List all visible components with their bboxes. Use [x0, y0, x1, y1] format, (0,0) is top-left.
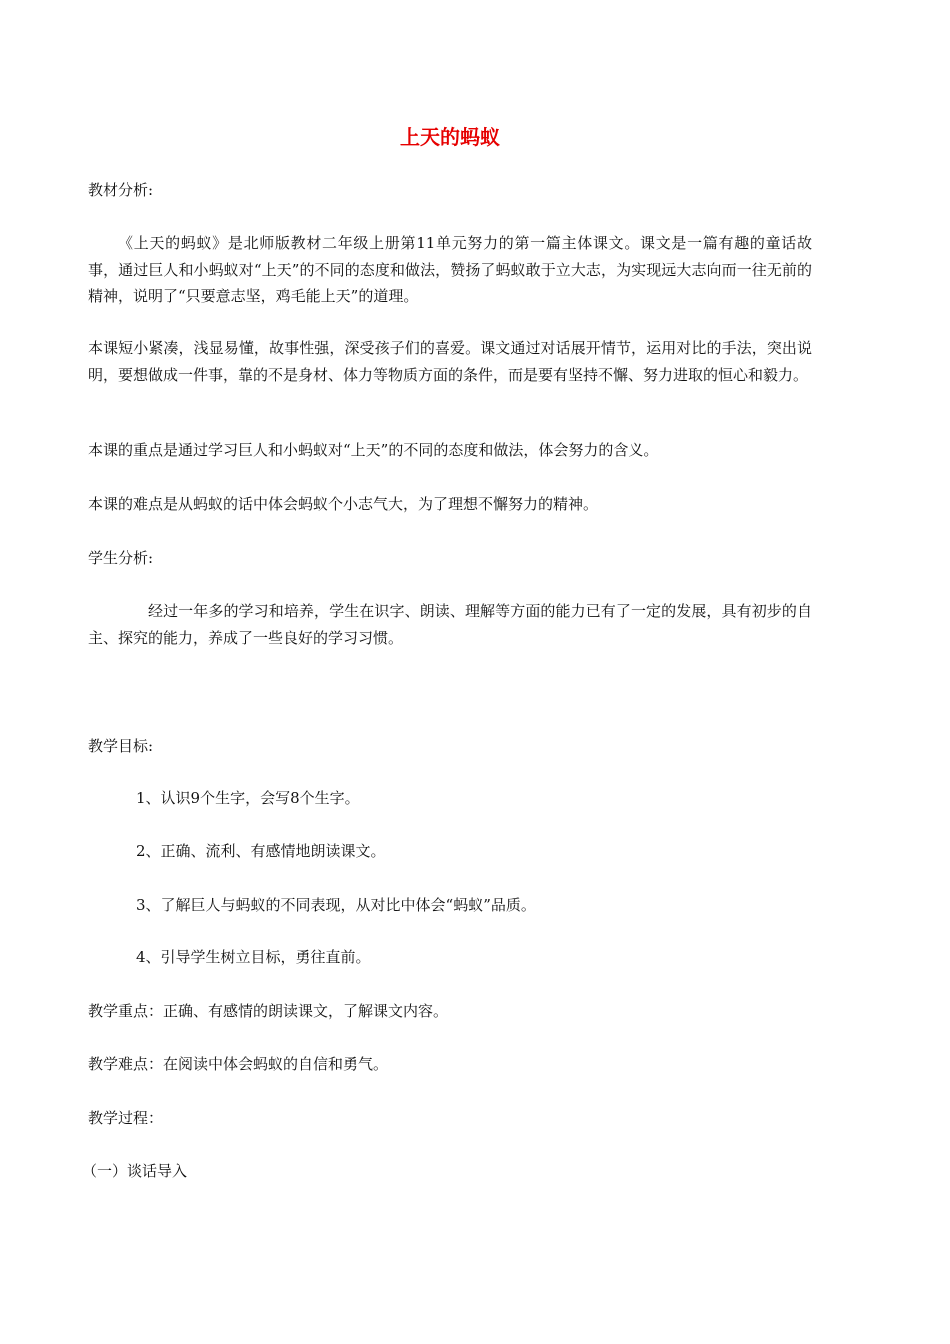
process-step-1: （一）谈话导入 — [82, 1162, 188, 1180]
goal-item-2: 2、正确、流利、有感情地朗读课文。 — [136, 842, 386, 860]
goal-item-3: 3、了解巨人与蚂蚁的不同表现，从对比中体会“蚂蚁”品质。 — [136, 896, 536, 914]
student-analysis-heading: 学生分析: — [88, 549, 154, 567]
student-paragraph-1: 经过一年多的学习和培养，学生在识字、朗读、理解等方面的能力已有了一定的发展，具有初步的自主、探究的能力，养成了一些良好的学习习惯。 — [88, 602, 812, 647]
material-analysis-heading: 教材分析: — [88, 181, 154, 199]
teaching-goals-heading: 教学目标: — [88, 737, 154, 755]
teaching-difficulty: 教学难点：在阅读中体会蚂蚁的自信和勇气。 — [88, 1055, 389, 1073]
teaching-key-point: 教学重点：正确、有感情的朗读课文，了解课文内容。 — [88, 1002, 449, 1020]
material-paragraph-2: 本课短小紧凑，浅显易懂，故事性强，深受孩子们的喜爱。课文通过对话展开情节，运用对比的手法，突出说明，要想做成一件事，靠的不是身材、体力等物质方面的条件，而是要有坚持不懈、努力进取的恒心和毅力。 — [88, 339, 812, 384]
goal-item-1: 1、认识9个生字，会写8个生字。 — [136, 789, 360, 807]
material-paragraph-4: 本课的难点是从蚂蚁的话中体会蚂蚁个小志气大，为了理想不懈努力的精神。 — [88, 495, 599, 513]
goal-item-4: 4、引导学生树立目标，勇往直前。 — [136, 948, 371, 966]
document-title: 上天的蚂蚁 — [400, 125, 500, 149]
teaching-process-heading: 教学过程： — [88, 1109, 164, 1127]
material-paragraph-3: 本课的重点是通过学习巨人和小蚂蚁对“上天”的不同的态度和做法，体会努力的含义。 — [88, 441, 659, 459]
material-paragraph-1: 《上天的蚂蚁》是北师版教材二年级上册第11单元努力的第一篇主体课文。课文是一篇有趣的童话故事，通过巨人和小蚂蚁对“上天”的不同的态度和做法，赞扬了蚂蚁敢于立大志，为实现远大志向而一往无前的精神，说明了“只要意志坚，鸡毛能上天”的道理。 — [88, 234, 812, 305]
